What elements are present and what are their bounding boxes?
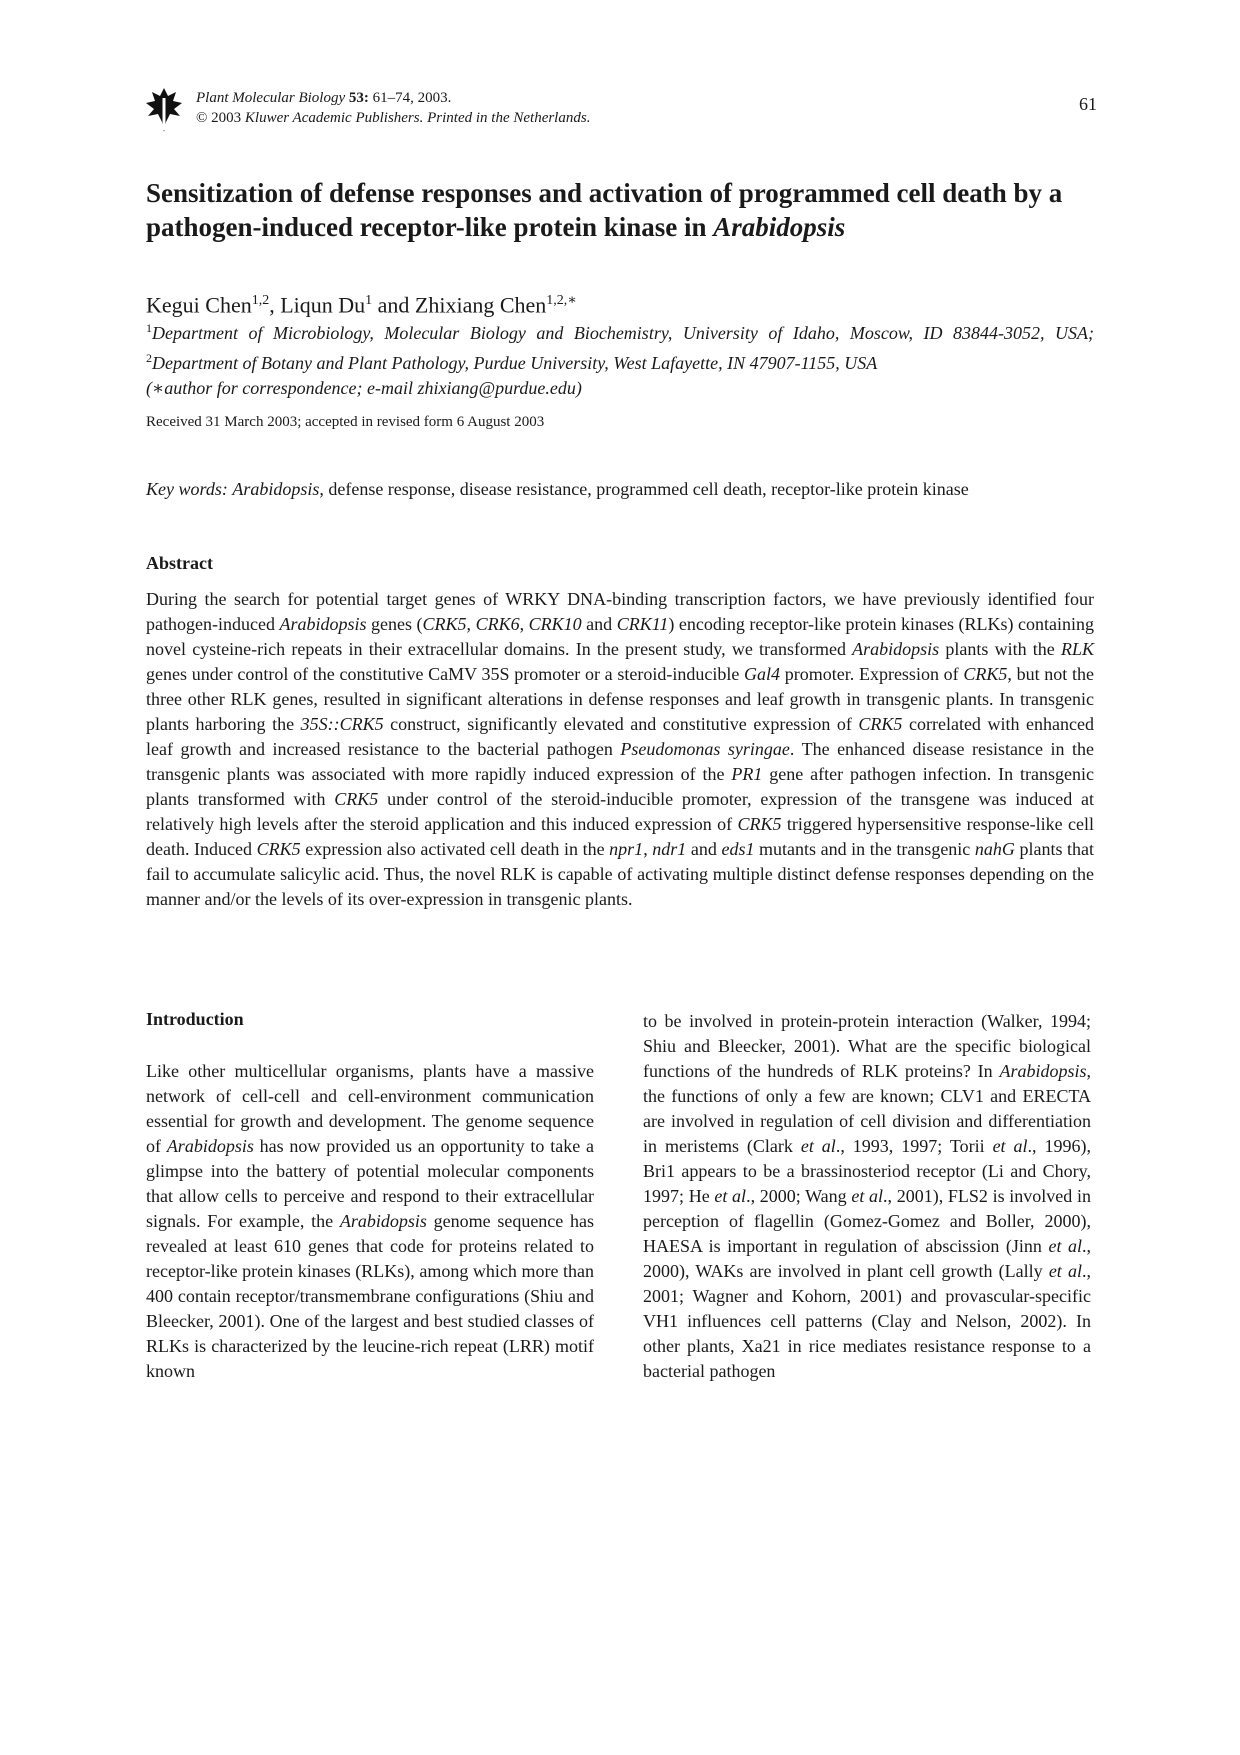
body-text: , the functions of only a few are known; CLV1 and ERECTA are involved in regulation of cell division and differentiation in meristems (Clark	[643, 1061, 1091, 1156]
body-text: ., 2001; Wagner and Kohorn, 2001) and provascular-specific VH1 influences cell patterns (Clay and Nelson, 2002). In other plants, Xa21 in rice mediates resistance response to a bacterial pathogen	[643, 1261, 1091, 1381]
abstract-text: under control of the steroid-inducible promoter, expression of the transgene was induced at relatively high levels after the steroid application and this induced expression of	[146, 789, 1094, 834]
publisher-logo-icon	[146, 88, 182, 132]
abstract-italic: CRK11	[616, 614, 669, 634]
body-italic: et al	[1048, 1236, 1083, 1256]
correspondence-note: author for correspondence; e-mail zhixiang@purdue.edu)	[164, 378, 582, 398]
abstract-text: promoter. Expression of	[780, 664, 964, 684]
author-affiliation-marker: 1,2,∗	[546, 293, 577, 308]
abstract-italic: CRK5	[256, 839, 301, 859]
body-italic: et al	[1048, 1261, 1082, 1281]
abstract-italic: CRK5	[737, 814, 782, 834]
affiliations	[146, 316, 1094, 401]
abstract-text: correlated with enhanced leaf growth and increased resistance to the bacterial pathogen	[146, 714, 1094, 759]
affiliation-1: Department of Microbiology, Molecular Biology and Biochemistry, University of Idaho, Moscow, ID 83844-3052, USA;	[152, 323, 1094, 343]
abstract-text: construct, significantly elevated and constitutive expression of	[383, 714, 859, 734]
abstract-italic: CRK5	[334, 789, 379, 809]
author-list	[146, 287, 577, 319]
body-text: genome sequence has revealed at least 610 genes that code for proteins related to receptor-like protein kinases (RLKs), among which more than 400 contain receptor/transmembrane configurations (Shiu and Bleecker, 2001). One of the largest and best studied classes of RLKs is characterized by the leucine-rich repeat (LRR) motif known	[146, 1211, 595, 1381]
introduction-heading: Introduction	[146, 1009, 244, 1029]
received-dates: Received 31 March 2003; accepted in revised form 6 August 2003	[146, 414, 545, 430]
abstract-text: expression also activated cell death in the	[300, 839, 610, 859]
copyright-symbol: ©	[196, 110, 208, 126]
journal-pages: 61–74, 2003.	[372, 90, 452, 106]
correspondence-open: (	[146, 378, 152, 398]
abstract-italic: 35S::CRK5	[300, 714, 384, 734]
abstract-text: gene after pathogen infection. In transgenic plants transformed with	[146, 764, 1094, 809]
author-name: Liqun Du	[280, 292, 366, 318]
title-main: Sensitization of defense responses and activation of programmed cell death by a pathogen-induced receptor-like protein kinase in	[146, 178, 1063, 242]
journal-name: Plant Molecular Biology	[196, 90, 346, 106]
abstract-text: ) encoding receptor-like protein kinases (RLKs) containing novel cysteine-rich repeats in their extracellular domains. In the present study, we transformed	[146, 614, 1095, 659]
body-italic: Arabidopsis	[999, 1061, 1087, 1081]
introduction-right-column	[643, 1009, 1091, 1384]
author-separator: and	[372, 292, 415, 318]
body-italic: Arabidopsis	[339, 1211, 427, 1231]
introduction-left-column	[146, 1059, 594, 1384]
affiliation-marker: 1	[146, 321, 152, 335]
abstract-text: genes under control of the constitutive CaMV 35S promoter or a steroid-inducible	[146, 664, 745, 684]
body-italic: et al	[992, 1136, 1028, 1156]
author-name: Zhixiang Chen	[414, 292, 547, 318]
page-number: 61	[1079, 94, 1097, 114]
abstract-italic: Arabidopsis	[279, 614, 367, 634]
body-italic: et al	[851, 1186, 884, 1206]
keywords	[146, 477, 1094, 501]
body-text: has now provided us an opportunity to take a glimpse into the battery of potential molecular components that allow cells to perceive and respond to their extracellular signals. For example, the	[146, 1136, 594, 1231]
article-title	[146, 176, 1106, 244]
abstract-text: ,	[466, 614, 476, 634]
abstract-italic: CRK5	[422, 614, 467, 634]
body-text: ., 2001), FLS2 is involved in perception of flagellin (Gomez-Gomez and Boller, 2000), HAESA is important in regulation of abscission (Jinn	[643, 1186, 1091, 1256]
correspondence-marker: ∗	[152, 378, 165, 398]
abstract-italic: nahG	[974, 839, 1015, 859]
abstract-italic: CRK5	[858, 714, 903, 734]
abstract-italic: Pseudomonas syringae	[620, 739, 790, 759]
abstract-italic: CRK5	[963, 664, 1008, 684]
abstract-italic: CRK10	[528, 614, 582, 634]
body-text: ., 1993, 1997; Torii	[835, 1136, 993, 1156]
title-organism: Arabidopsis	[713, 212, 846, 242]
abstract-text: and	[581, 614, 617, 634]
body-italic: et al	[800, 1136, 836, 1156]
abstract-italic: RLK	[1060, 639, 1094, 659]
abstract-text: triggered hypersensitive response-like cell death. Induced	[146, 814, 1094, 859]
abstract-body	[146, 587, 1094, 912]
publisher-name: Kluwer Academic Publishers.	[244, 110, 424, 126]
printed-location: Printed in the Netherlands.	[427, 110, 591, 126]
body-italic: Arabidopsis	[166, 1136, 254, 1156]
abstract-italic: PR1	[731, 764, 763, 784]
abstract-italic: CRK6	[475, 614, 520, 634]
author-name: Kegui Chen	[146, 292, 252, 318]
journal-line	[196, 88, 590, 108]
abstract-italic: Arabidopsis	[852, 639, 940, 659]
abstract-italic: npr1	[609, 839, 644, 859]
journal-volume: 53:	[348, 90, 369, 106]
abstract-text: mutants and in the transgenic	[754, 839, 975, 859]
abstract-heading: Abstract	[146, 553, 213, 573]
keywords-list: , defense response, disease resistance, programmed cell death, receptor-like protein kinase	[319, 479, 969, 499]
abstract-text: plants with the	[939, 639, 1061, 659]
abstract-text: , but not the three other RLK genes, resulted in significant alterations in defense responses and leaf growth in transgenic plants. In transgenic plants harboring the	[146, 664, 1094, 734]
affiliation-marker: 2	[146, 351, 152, 365]
keyword-italic: Arabidopsis	[232, 479, 320, 499]
body-text: to be involved in protein-protein interaction (Walker, 1994; Shiu and Bleecker, 2001). What are the specific biological functions of the hundreds of RLK proteins? In	[643, 1011, 1091, 1081]
abstract-text: genes (	[366, 614, 423, 634]
author-affiliation-marker: 1,2	[251, 293, 270, 308]
abstract-text: ,	[519, 614, 529, 634]
abstract-italic: eds1	[721, 839, 755, 859]
abstract-text: During the search for potential target genes of WRKY DNA-binding transcription factors, we have previously identified four pathogen-induced	[146, 589, 1094, 634]
keywords-label: Key words:	[146, 479, 228, 499]
abstract-italic: ndr1	[652, 839, 687, 859]
abstract-text: plants that fail to accumulate salicylic acid. Thus, the novel RLK is capable of activating multiple distinct defense responses depending on the manner and/or the levels of its over-expression in transgenic plants.	[146, 839, 1095, 909]
author-affiliation-marker: 1	[365, 293, 373, 308]
journal-citation	[196, 88, 590, 128]
copyright-year: 2003	[211, 110, 242, 126]
copyright-line	[196, 108, 590, 128]
abstract-italic: Gal4	[744, 664, 781, 684]
body-text: ., 2000), WAKs are involved in plant cell growth (Lally	[643, 1236, 1092, 1281]
abstract-text: and	[686, 839, 722, 859]
abstract-text: ,	[643, 839, 653, 859]
body-text: ., 2000; Wang	[746, 1186, 852, 1206]
body-text: Like other multicellular organisms, plants have a massive network of cell-cell and cell-environment communication essential for growth and development. The genome sequence of	[146, 1061, 594, 1156]
affiliation-2: Department of Botany and Plant Pathology, Purdue University, West Lafayette, IN 47907-1155, USA	[152, 353, 878, 373]
body-text: ., 1996), Bri1 appears to be a brassinosteriod receptor (Li and Chory, 1997; He	[643, 1136, 1091, 1206]
author-separator: ,	[269, 292, 281, 318]
abstract-text: . The enhanced disease resistance in the transgenic plants was associated with more rapidly induced expression of the	[146, 739, 1094, 784]
body-italic: et al	[714, 1186, 747, 1206]
